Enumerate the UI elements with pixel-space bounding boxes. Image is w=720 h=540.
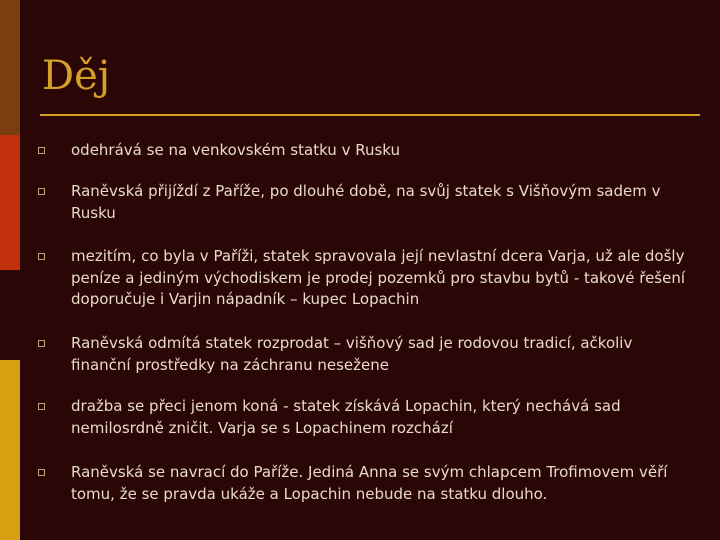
accent-stripe-gold <box>0 360 20 540</box>
accent-stripe-red <box>0 135 20 270</box>
square-bullet-icon <box>38 253 45 260</box>
title-underline <box>40 114 700 116</box>
bullet-text: mezitím, co byla v Paříži, statek spravovala její nevlastní dcera Varja, už ale došly peníze a jediným východiskem je prodej pozemků pro stavbu bytů - takové řešení doporučuje i Varjin nápadník – kupec Lopachin <box>71 247 686 308</box>
bullet-text: dražba se přeci jenom koná - statek získává Lopachin, který nechává sad nemilosrdně zničit. Varja se s Lopachinem rozchází <box>71 397 621 437</box>
square-bullet-icon <box>38 147 45 154</box>
bullet-text: odehrává se na venkovském statku v Rusku <box>71 141 401 159</box>
square-bullet-icon <box>38 403 45 410</box>
square-bullet-icon <box>38 340 45 347</box>
bullet-text: Raněvská se navrací do Paříže. Jediná Anna se svým chlapcem Trofimovem věří tomu, že se pravda ukáže a Lopachin nebude na statku dlouho. <box>71 463 668 503</box>
accent-stripe-dark <box>0 270 20 360</box>
slide-title: Děj <box>42 53 111 99</box>
bullet-text: Raněvská odmítá statek rozprodat – višňový sad je rodovou tradicí, ačkoliv finanční prostředky na záchranu nesežene <box>71 334 633 374</box>
bullet-text: Raněvská přijíždí z Paříže, po dlouhé době, na svůj statek s Višňovým sadem v Rusku <box>71 182 661 222</box>
accent-stripe-brown <box>0 0 20 135</box>
square-bullet-icon <box>38 469 45 476</box>
square-bullet-icon <box>38 188 45 195</box>
